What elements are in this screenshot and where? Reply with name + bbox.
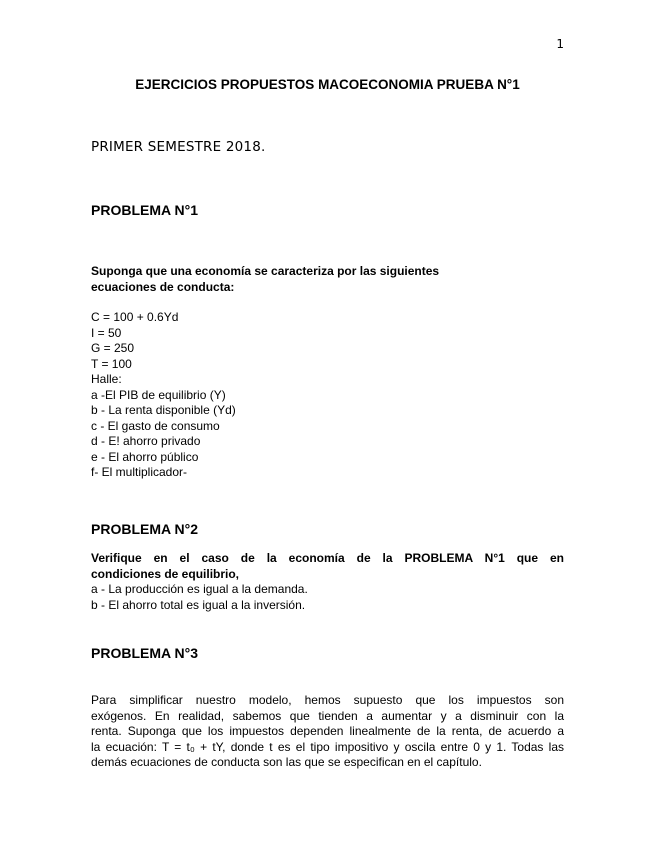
problem-2-item-a: a - La producción es igual a la demanda. bbox=[91, 582, 308, 596]
halle-label: Halle: bbox=[91, 372, 122, 386]
problem-1-intro-line-2: ecuaciones de conducta: bbox=[91, 279, 235, 294]
problem-3-line-3: renta. Suponga que los impuestos dependen linealmente de la renta, de acuerdo a bbox=[91, 724, 564, 738]
problem-1-intro bbox=[91, 264, 564, 295]
problem-2-intro-line-2: condiciones de equilibrio, bbox=[91, 566, 240, 581]
equation-consumption: C = 100 + 0.6Yd bbox=[91, 310, 179, 324]
problem-1-body bbox=[91, 310, 236, 481]
problem-1-item-f: f- El multiplicador- bbox=[91, 465, 188, 479]
problem-3-heading: PROBLEMA N°3 bbox=[91, 645, 198, 661]
problem-1-item-d: d - E! ahorro privado bbox=[91, 434, 201, 448]
equation-taxes: T = 100 bbox=[91, 356, 132, 371]
equation-investment: I = 50 bbox=[91, 325, 122, 340]
equation-government: G = 250 bbox=[91, 341, 135, 355]
problem-1-item-b: b - La renta disponible (Yd) bbox=[91, 403, 236, 417]
problem-3-line-2: exógenos. En realidad, sabemos que tienden a aumentar y a disminuir con la bbox=[91, 708, 564, 723]
problem-2-heading: PROBLEMA N°2 bbox=[91, 521, 198, 537]
page-number: 1 bbox=[556, 37, 564, 51]
problem-1-item-e: e - El ahorro público bbox=[91, 449, 199, 464]
semester-label: PRIMER SEMESTRE 2018. bbox=[91, 139, 266, 155]
problem-2-intro bbox=[91, 551, 564, 582]
problem-1-item-a: a -El PIB de equilibrio (Y) bbox=[91, 387, 226, 402]
problem-2-intro-line-1: Verifique en el caso de la economía de la PROBLEMA N°1 que en bbox=[91, 551, 564, 565]
problem-3-line-5: demás ecuaciones de conducta son las que se especifican en el capítulo. bbox=[91, 755, 482, 769]
problem-3-paragraph bbox=[91, 693, 564, 771]
problem-3-line-1: Para simplificar nuestro modelo, hemos supuesto que los impuestos son bbox=[91, 693, 564, 707]
document-title: EJERCICIOS PROPUESTOS MACOECONOMIA PRUEBA N°1 bbox=[135, 77, 520, 92]
problem-1-item-c: c - El gasto de consumo bbox=[91, 418, 220, 433]
problem-2-item-b: b - El ahorro total es igual a la inversión. bbox=[91, 597, 306, 612]
problem-3-line-4: la ecuación: T = t₀ + tY, donde t es el tipo impositivo y oscila entre 0 y 1. Todas las bbox=[91, 739, 564, 754]
problem-2-body bbox=[91, 582, 308, 613]
problem-1-heading: PROBLEMA N°1 bbox=[91, 202, 198, 218]
problem-1-intro-line-1: Suponga que una economía se caracteriza por las siguientes bbox=[91, 264, 440, 278]
